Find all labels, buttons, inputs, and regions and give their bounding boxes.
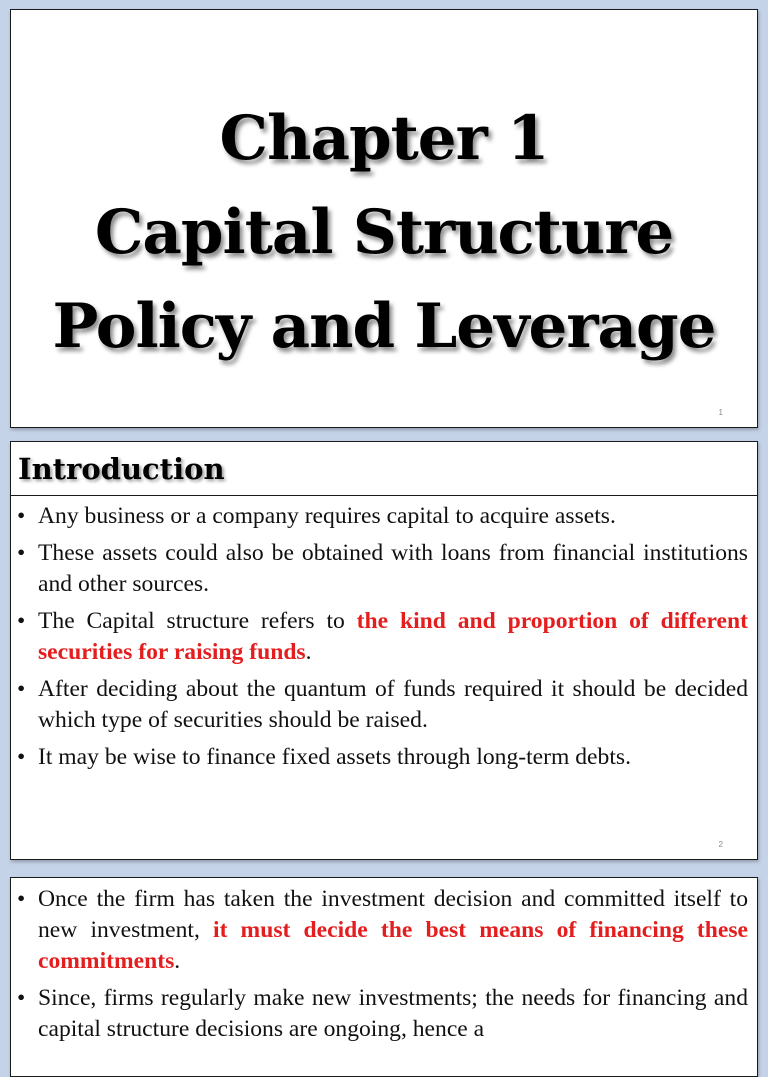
bullet-item [15,884,748,977]
bullet-item [15,501,748,532]
bullet-text: The Capital structure refers to [38,608,357,634]
slide-number: 2 [718,840,723,849]
title-line: Capital Structure [94,197,674,268]
chapter-title [11,92,757,374]
financing-slide [10,877,758,1077]
bullet-text: After deciding about the quantum of funds required it should be decided which type of securities should be raised. [38,676,748,733]
bullet-text: Any business or a company requires capital to acquire assets. [38,503,616,529]
slide-number: 1 [718,408,723,417]
introduction-slide [10,441,758,860]
bullet-item [15,538,748,600]
bullet-text: It may be wise to finance fixed assets through long-term debts. [38,744,631,770]
bullet-text: Once the firm has taken the investment decision and committed itself to new investment, [38,886,748,943]
bullet-item [15,742,748,773]
bullet-text: . [174,948,181,974]
title-line: Chapter 1 [219,103,549,174]
bullet-item [15,606,748,668]
bullet-item [15,983,748,1045]
title-slide [10,9,758,428]
bullet-list [15,501,748,779]
bullet-text: . [305,639,312,665]
title-line: Policy and Leverage [52,291,716,362]
section-heading: Introduction [11,442,757,496]
bullet-text: These assets could also be obtained with loans from financial institutions and other sources. [38,540,748,597]
bullet-list [15,884,748,1051]
bullet-text: Since, firms regularly make new investments; the needs for financing and capital structure decisions are ongoing, hence a [38,985,748,1042]
bullet-item [15,674,748,736]
highlighted-text: it must decide the best means of financing these commitments [38,917,748,974]
highlighted-text: the kind and proportion of different securities for raising funds [38,608,748,665]
